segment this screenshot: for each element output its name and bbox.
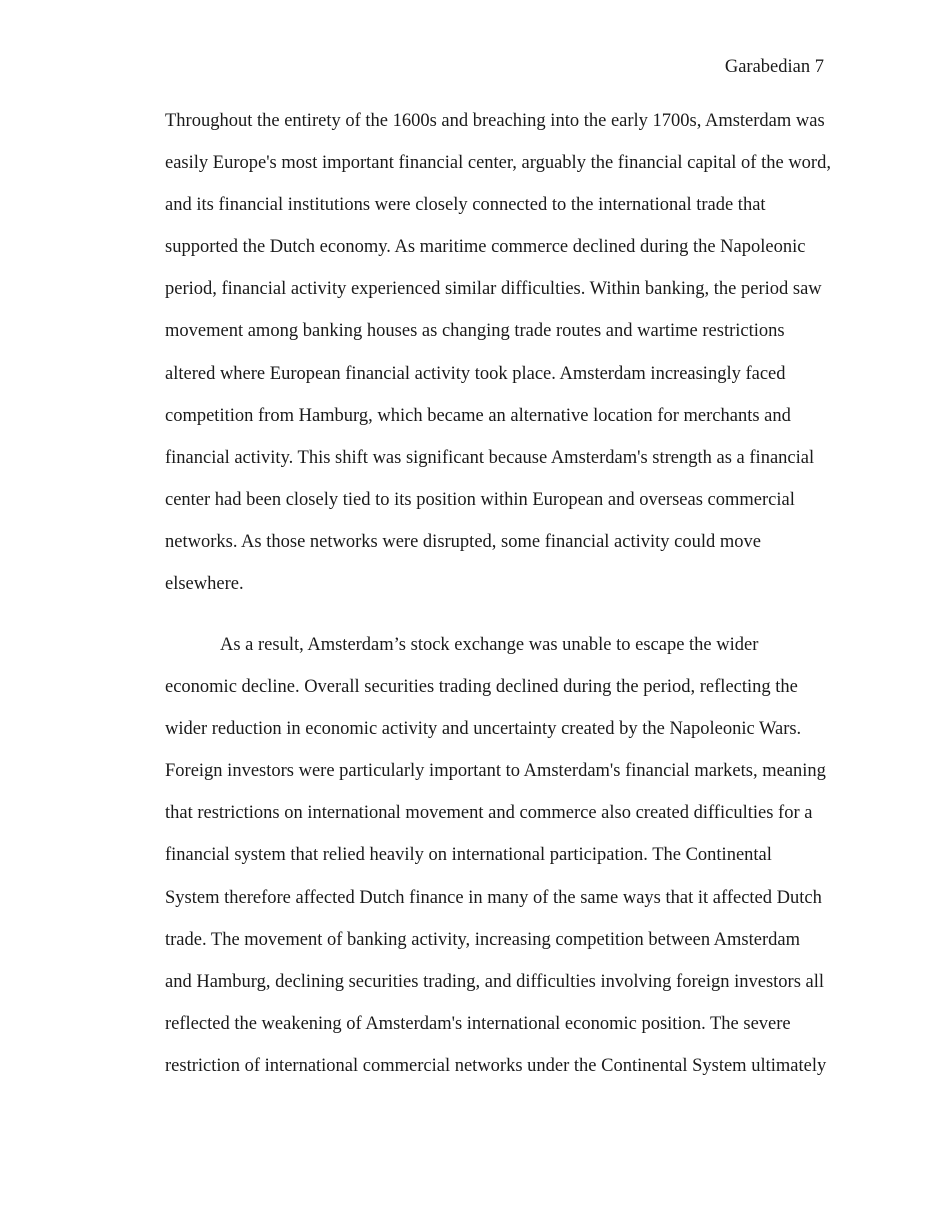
text-line: wider reduction in economic activity and uncertainty created by the Napoleonic Wars. — [165, 719, 802, 740]
text-line: center had been closely tied to its position within European and overseas commercial — [165, 489, 795, 510]
paragraph-2 — [165, 624, 826, 1087]
text-line: reflected the weakening of Amsterdam's international economic position. The severe — [165, 1013, 791, 1034]
text-line: that restrictions on international movement and commerce also created difficulties for a — [165, 803, 813, 824]
text-line: easily Europe's most important financial center, arguably the financial capital of the word, — [165, 153, 831, 174]
text-line: System therefore affected Dutch finance in many of the same ways that it affected Dutch — [165, 887, 822, 908]
text-line: Foreign investors were particularly important to Amsterdam's financial markets, meaning — [165, 761, 826, 782]
text-line-indented: As a result, Amsterdam’s stock exchange was unable to escape the wider — [220, 635, 759, 655]
text-line: financial system that relied heavily on international participation. The Continental — [165, 845, 772, 866]
text-line: Throughout the entirety of the 1600s and breaching into the early 1700s, Amsterdam was — [165, 111, 825, 131]
text-line: supported the Dutch economy. As maritime commerce declined during the Napoleonic — [165, 237, 806, 258]
running-head: Garabedian 7 — [724, 57, 824, 77]
text-line: networks. As those networks were disrupted, some financial activity could move — [165, 531, 761, 552]
text-line: economic decline. Overall securities trading declined during the period, reflecting the — [165, 677, 798, 698]
paragraph-1 — [165, 100, 831, 605]
text-line: period, financial activity experienced similar difficulties. Within banking, the period saw — [165, 279, 822, 300]
text-line: restriction of international commercial networks under the Continental System ultimately — [165, 1055, 827, 1076]
text-line: and Hamburg, declining securities trading, and difficulties involving foreign investors all — [165, 971, 825, 992]
text-line: altered where European financial activity took place. Amsterdam increasingly faced — [165, 363, 786, 384]
text-line: trade. The movement of banking activity, increasing competition between Amsterdam — [165, 929, 800, 950]
text-line: movement among banking houses as changing trade routes and wartime restrictions — [165, 321, 785, 342]
text-line: and its financial institutions were closely connected to the international trade that — [165, 195, 766, 216]
text-line: competition from Hamburg, which became an alternative location for merchants and — [165, 405, 791, 426]
text-line: financial activity. This shift was significant because Amsterdam's strength as a financial — [165, 447, 815, 468]
text-line: elsewhere. — [165, 574, 244, 595]
